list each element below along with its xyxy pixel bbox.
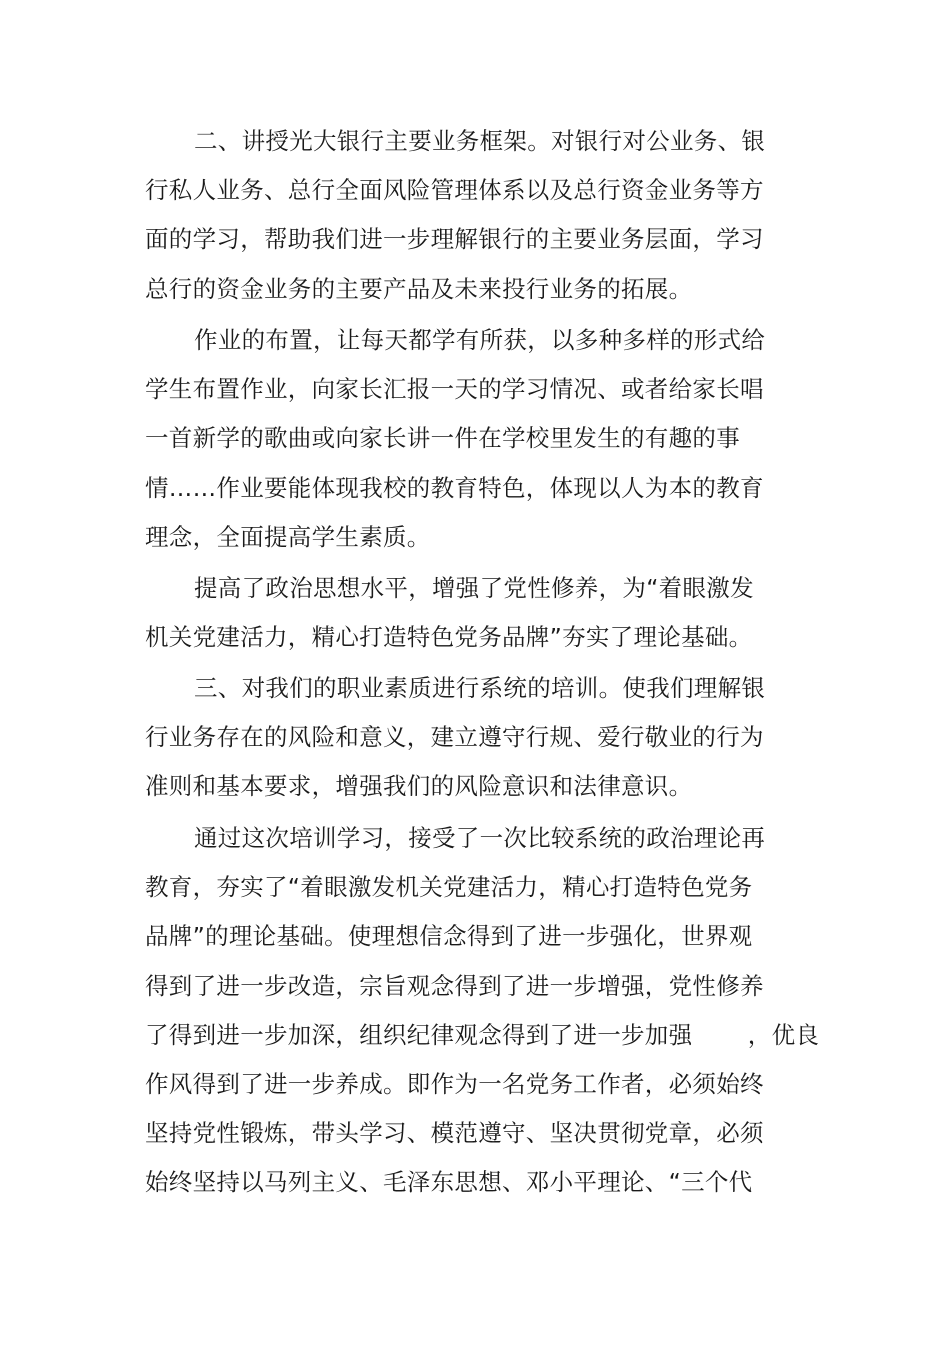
text-line: 行业务存在的风险和意义，建立遵守行规、爱行敬业的行为 [145, 723, 764, 752]
paragraph-training-summary [145, 814, 845, 1208]
text-line: 作风得到了进一步养成。即作为一名党务工作者，必须始终 [145, 1069, 764, 1098]
text-line: 学生布置作业，向家长汇报一天的学习情况、或者给家长唱 [145, 375, 764, 404]
text-line: 坚持党性锻炼，带头学习、模范遵守、坚决贯彻党章，必须 [145, 1119, 764, 1148]
text-line: 品牌”的理论基础。使理想信念得到了进一步强化，世界观 [145, 922, 753, 951]
text-line: 准则和基本要求，增强我们的风险意识和法律意识。 [145, 772, 693, 801]
text-line: 总行的资金业务的主要产品及未来投行业务的拓展。 [145, 274, 693, 303]
text-line: 始终坚持以马列主义、毛泽东思想、邓小平理论、“三个代 [145, 1168, 753, 1197]
text-line: 二、讲授光大银行主要业务框架。对银行对公业务、银 [194, 127, 766, 155]
text-line: 了得到进一步加深，组织纪律观念得到了进一步加强 ，优良 [145, 1020, 820, 1049]
text-line: 行私人业务、总行全面风险管理体系以及总行资金业务等方 [145, 176, 764, 205]
text-line: 理念，全面提高学生素质。 [145, 522, 431, 551]
text-line: 通过这次培训学习，接受了一次比较系统的政治理论再 [194, 824, 766, 852]
text-line: 得到了进一步改造，宗旨观念得到了进一步增强，党性修养 [145, 971, 764, 1000]
paragraph-homework [145, 316, 845, 562]
text-line: 三、对我们的职业素质进行系统的培训。使我们理解银 [194, 674, 766, 702]
text-line: 作业的布置，让每天都学有所获，以多种多样的形式给 [194, 326, 766, 354]
text-line: 情……作业要能体现我校的教育特色，体现以人为本的教育 [145, 473, 764, 502]
text-line: 面的学习，帮助我们进一步理解银行的主要业务层面，学习 [145, 225, 764, 254]
text-line: 提高了政治思想水平，增强了党性修养，为“着眼激发 [194, 574, 754, 602]
paragraph-professional-training [145, 664, 845, 812]
paragraph-business-framework [145, 117, 845, 314]
text-line: 教育，夯实了“着眼激发机关党建活力，精心打造特色党务 [145, 873, 753, 902]
text-line: 机关党建活力，精心打造特色党务品牌”夯实了理论基础。 [145, 623, 753, 652]
paragraph-political-level [145, 564, 845, 662]
text-line: 一首新学的歌曲或向家长讲一件在学校里发生的有趣的事 [145, 424, 740, 453]
